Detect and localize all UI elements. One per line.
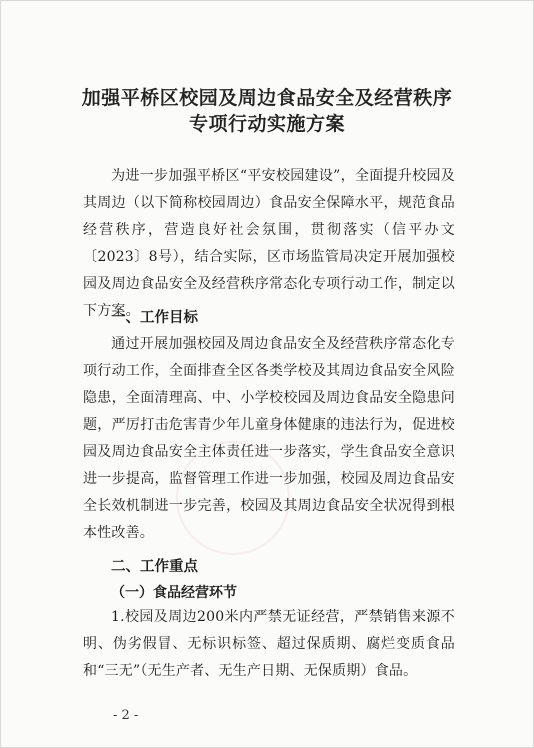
section1-heading: 一、工作目标 [111, 310, 198, 326]
document-title-line2: 专项行动实施方案 [188, 113, 345, 135]
section2-heading: 二、工作重点 [111, 559, 198, 575]
item1-paragraph [83, 604, 455, 685]
page-number: - 2 - [113, 708, 139, 723]
document-title-line1: 加强平桥区校园及周边食品安全及经营秩序 [81, 87, 453, 109]
subsection1-heading: （一）食品经营环节 [111, 585, 237, 601]
item1-text: 1.校园及周边200米内严禁无证经营，严禁销售来源不明、伪劣假冒、无标识标签、超过保质期、腐烂变质食品和“三无”（无生产者、无生产日期、无保质期）食品。 [83, 609, 455, 679]
section1-paragraph [83, 331, 455, 547]
intro-text: 为进一步加强平桥区“平安校园建设”，全面提升校园及其周边（以下简称校园周边）食品安全保障水平，规范食品经营秩序，营造良好社会氛围，贯彻落实（信平办文〔2023〕8号），结合实际，区市场监管局决定开展加强校园及周边食品安全及经营秩序常态化专项行动工作，制定以下方案。 [83, 168, 455, 319]
section1-text: 通过开展加强校园及周边食品安全及经营秩序常态化专项行动工作，全面排查全区各类学校及其周边食品安全风险隐患，全面清理高、中、小学校校园及周边食品安全隐患问题，严厉打击危害青少年儿童身体健康的违法行为，促进校园及周边食品安全主体责任进一步落实，学生食品安全意识进一步提高，监督管理工作进一步加强，校园及周边食品安全长效机制进一步完善，校园及其周边食品安全状况得到根本性改善。 [83, 336, 455, 541]
intro-paragraph [83, 163, 455, 325]
